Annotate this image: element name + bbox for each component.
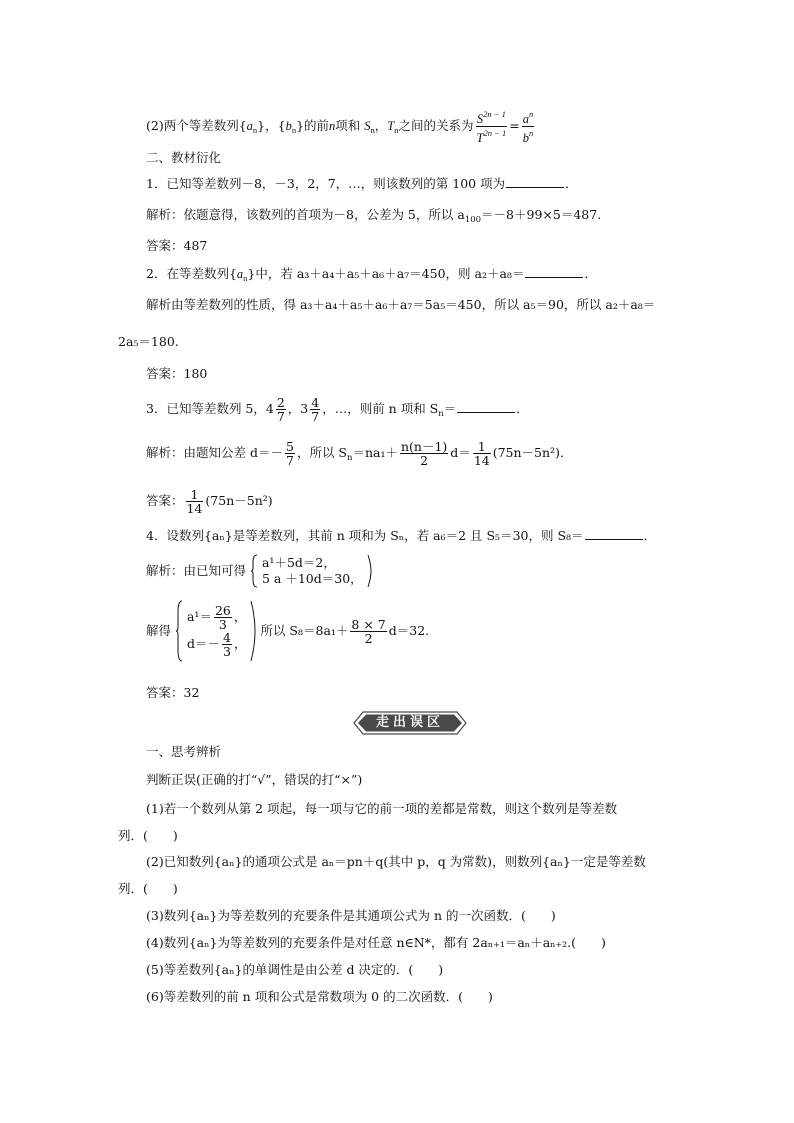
s8-fraction: $\frac{8 \times 7}{2}$ bbox=[351, 616, 386, 646]
answer-blank bbox=[585, 528, 643, 540]
left-brace bbox=[175, 600, 183, 662]
q4-question: 4．设数列{aₙ}是等差数列，其前 n 项和为 Sₙ，若 a₆＝2 且 S₅＝30，则 S₈＝ ． bbox=[146, 528, 657, 543]
section-title-thinking: 一、思考辨析 bbox=[146, 744, 222, 759]
equals-sign: = bbox=[509, 118, 520, 133]
relation-text: ， bbox=[374, 118, 388, 133]
relation-text: }，{ bbox=[257, 118, 286, 133]
item-4: (4)数列{aₙ}为等差数列的充要条件是对任意 n∈N*，都有 2aₙ₊₁＝aₙ＋aₙ₊₂.( ) bbox=[146, 935, 606, 950]
q2-solution-line2: 2a₅＝180. bbox=[118, 334, 179, 349]
seq-a: $a_n$ bbox=[246, 119, 258, 135]
q3-question: 3．已知等差数列 5，4 $\frac{2}{7}$ ，3 $\frac{4}{7}$ ，…，则前 n 项和 $S_n=$ ． bbox=[146, 395, 529, 424]
item-2-line2: 列．( ) bbox=[118, 881, 178, 896]
item-3: (3)数列{aₙ}为等差数列的充要条件是其通项公式为 n 的一次函数．( ) bbox=[146, 908, 556, 923]
q4-solution-system: 解析：由已知可得 a¹＋5d＝2， 5 a ＋10d＝30， bbox=[146, 554, 373, 590]
q1-question: 1．已知等差数列－8，－3，2，7，…，则该数列的第 100 项为 ． bbox=[146, 176, 578, 191]
q4-solution-result: 解得 a¹＝ $\frac{26}{3}$ ， d＝－ $\frac{4}{3}$ ， 所以 S₈＝8a₁＋ $\frac{8 \times 7}{2}$ d＝32. bbox=[146, 600, 429, 666]
item-6: (6)等差数列的前 n 项和公式是常数项为 0 的二次函数．( ) bbox=[146, 989, 493, 1004]
var-tn: $T_n$ bbox=[387, 119, 399, 135]
answer-blank bbox=[525, 266, 583, 278]
result-fraction: $\frac{1}{14}$ bbox=[473, 439, 490, 468]
q4-answer: 答案：32 bbox=[146, 685, 200, 700]
q1-solution: 解析：依题意得，该数列的首项为－8，公差为 5，所以 $a_{100}=-8+99\times 5=487$. bbox=[146, 207, 602, 225]
equation-system: a¹＋5d＝2， 5 a ＋10d＝30， bbox=[261, 555, 363, 586]
var-n: n bbox=[329, 119, 336, 133]
relation-text: }的前 bbox=[296, 118, 330, 133]
relation-text: 项和 bbox=[335, 118, 361, 133]
mixed-fraction-1: $\frac{2}{7}$ bbox=[276, 395, 285, 424]
section-banner bbox=[353, 711, 467, 735]
relation-fraction-left: $\frac{S^{2n - 1}}{T^{2n - 1}}$ bbox=[476, 109, 507, 145]
sum-term-fraction: $\frac{n(n-1)}{2}$ bbox=[400, 439, 448, 468]
left-brace bbox=[250, 554, 258, 588]
q1-answer: 答案：487 bbox=[146, 238, 208, 253]
q3-answer: 答案： $\frac{1}{14}$ (75n－5n²) bbox=[146, 487, 273, 516]
right-brace bbox=[250, 600, 256, 662]
section-title-textbook: 二、教材衍化 bbox=[146, 150, 222, 165]
mixed-fraction-2: $\frac{4}{7}$ bbox=[311, 395, 320, 424]
relation-line bbox=[146, 108, 536, 145]
banner-label: 走出误区 bbox=[375, 715, 444, 730]
var-sn: $S_n$ bbox=[364, 119, 375, 135]
q2-question: 2．在等差数列$\{a_n\}$中，若 a₃＋a₄＋a₅＋a₆＋a₇＝450，则 a₂＋a₈＝ ． bbox=[146, 266, 597, 283]
common-difference-fraction: $\frac{5}{7}$ bbox=[285, 439, 294, 468]
seq-b: $b_n$ bbox=[285, 119, 297, 135]
item-5: (5)等差数列{aₙ}的单调性是由公差 d 决定的．( ) bbox=[146, 962, 444, 977]
relation-fraction-right: $\frac{a^n}{b^n}$ bbox=[522, 109, 534, 145]
answer-fraction: $\frac{1}{14}$ bbox=[186, 487, 203, 516]
relation-text: (2)两个等差数列{ bbox=[146, 118, 247, 133]
right-brace bbox=[367, 554, 373, 588]
solution-system: a¹＝ $\frac{26}{3}$ ， d＝－ $\frac{4}{3}$ ， bbox=[186, 603, 247, 659]
answer-blank bbox=[457, 401, 515, 413]
q3-solution: 解析：由题知公差 d＝－ $\frac{5}{7}$ ，所以 $S_n=na_1+$ $\frac{n(n-1)}{2}$ d＝ $\frac{1}{14}$ (75n－5n²)． bbox=[146, 439, 573, 468]
relation-text: 之间的关系为 bbox=[398, 118, 474, 133]
answer-blank bbox=[506, 176, 564, 188]
q2-solution-line1: 解析由等差数列的性质，得 a₃＋a₄＋a₅＋a₆＋a₇＝5a₅＝450，所以 a₅＝90，所以 a₂＋a₈＝ bbox=[146, 297, 656, 312]
item-1-line1: (1)若一个数列从第 2 项起，每一项与它的前一项的差都是常数，则这个数列是等差数 bbox=[146, 801, 618, 816]
q2-answer: 答案：180 bbox=[146, 366, 208, 381]
item-2-line1: (2)已知数列{aₙ}的通项公式是 aₙ＝pn＋q(其中 p，q 为常数)，则数列{aₙ}一定是等差数 bbox=[146, 854, 646, 869]
item-1-line2: 列．( ) bbox=[118, 828, 178, 843]
judgement-intro: 判断正误(正确的打“√”，错误的打“×”) bbox=[146, 772, 363, 787]
